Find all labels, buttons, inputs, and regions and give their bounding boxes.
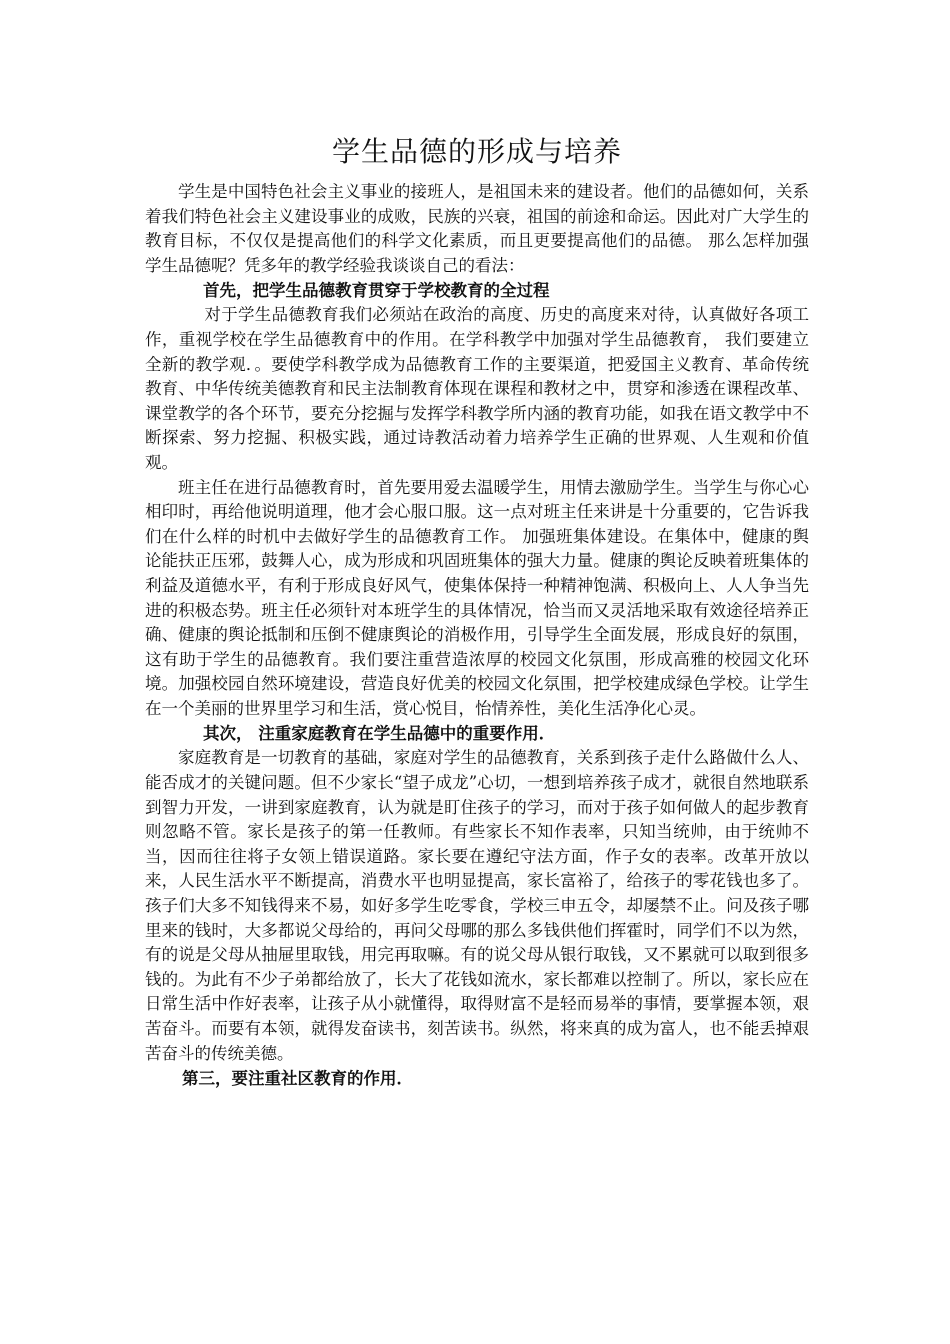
document-page [145,132,809,1091]
document-title: 学生品德的形成与培养 [331,135,622,168]
section-3-heading: 第三，要注重社区教育的作用． [182,1069,413,1089]
intro-paragraph: 学生是中国特色社会主义事业的接班人，是祖国未来的建设者。他们的品德如何，关系着我们特色社会主义建设事业的成败，民族的兴衰，祖国的前途和命运。因此对广大学生的教育目标，不仅仅是提高他们的科学文化素质，而且更要提高他们的品德。 那么怎样加强学生品德呢？凭多年的教学经验我谈谈自己的看法： [145,182,809,275]
section-2-heading: 其次， 注重家庭教育在学生品德中的重要作用． [203,724,556,744]
section-1-heading: 首先，把学生品德教育贯穿于学校教育的全过程 [203,281,550,301]
section-1-paragraph-1: 对于学生品德教育我们必须站在政治的高度、历史的高度来对待，认真做好各项工作，重视学校在学生品德教育中的作用。在学科教学中加强对学生品德教育， 我们要建立全新的教学观．。要使学科教学成为品德教育工作的主要渠道，把爱国主义教育、革命传统教育、中华传统美德教育和民主法制教育体现在课程和教材之中，贯穿和渗透在课程改革、课堂教学的各个环节，要充分挖掘与发挥学科教学所内涵的教育功能，如我在语文教学中不断探索、努力挖掘、积极实践，通过诗教活动着力培养学生正确的世界观、人生观和价值观。 [145,305,809,472]
section-1-paragraph-2: 班主任在进行品德教育时，首先要用爱去温暖学生，用情去激励学生。当学生与你心心相印时，再给他说明道理，他才会心服口服。这一点对班主任来讲是十分重要的，它告诉我们在什么样的时机中去做好学生的品德教育工作。 加强班集体建设。在集体中，健康的舆论能扶正压邪，鼓舞人心，成为形成和巩固班集体的强大力量。健康的舆论反映着班集体的利益及道德水平，有利于形成良好风气，使集体保持一种精神饱满、积极向上、人人争当先进的积极态势。班主任必须针对本班学生的具体情况，恰当而又灵活地采取有效途径培养正确、健康的舆论抵制和压倒不健康舆论的消极作用，引导学生全面发展，形成良好的氛围，这有助于学生的品德教育。我们要注重营造浓厚的校园文化氛围，形成高雅的校园文化环境。加强校园自然环境建设，营造良好优美的校园文化氛围，把学校建成绿色学校。让学生在一个美丽的世界里学习和生活，赏心悦目，怡情养性，美化生活净化心灵。 [145,477,809,718]
section-2-paragraph-1: 家庭教育是一切教育的基础，家庭对学生的品德教育，关系到孩子走什么路做什么人、能否成才的关键问题。但不少家长“望子成龙”心切，一想到培养孩子成才，就很自然地联系到智力开发，一讲到家庭教育，认为就是盯住孩子的学习，而对于孩子如何做人的起步教育则忽略不管。家长是孩子的第一任教师。有些家长不知作表率，只知当统帅，由于统帅不当，因而往往将子女领上错误道路。家长要在遵纪守法方面，作子女的表率。改革开放以来，人民生活水平不断提高，消费水平也明显提高，家长富裕了，给孩子的零花钱也多了。孩子们大多不知钱得来不易，如好多学生吃零食，学校三申五令，却屡禁不止。问及孩子哪里来的钱时，大多都说父母给的，再问父母哪的那么多钱供他们挥霍时，同学们不以为然，有的说是父母从抽屉里取钱，用完再取嘛。有的说父母从银行取钱，又不累就可以取到很多钱的。为此有不少子弟都给放了，长大了花钱如流水，家长都难以控制了。所以，家长应在日常生活中作好表率，让孩子从小就懂得，取得财富不是轻而易举的事情，要掌握本领，艰苦奋斗。而要有本领，就得发奋读书，刻苦读书。纵然，将来真的成为富人，也不能丢掉艰苦奋斗的传统美德。 [145,748,809,1063]
